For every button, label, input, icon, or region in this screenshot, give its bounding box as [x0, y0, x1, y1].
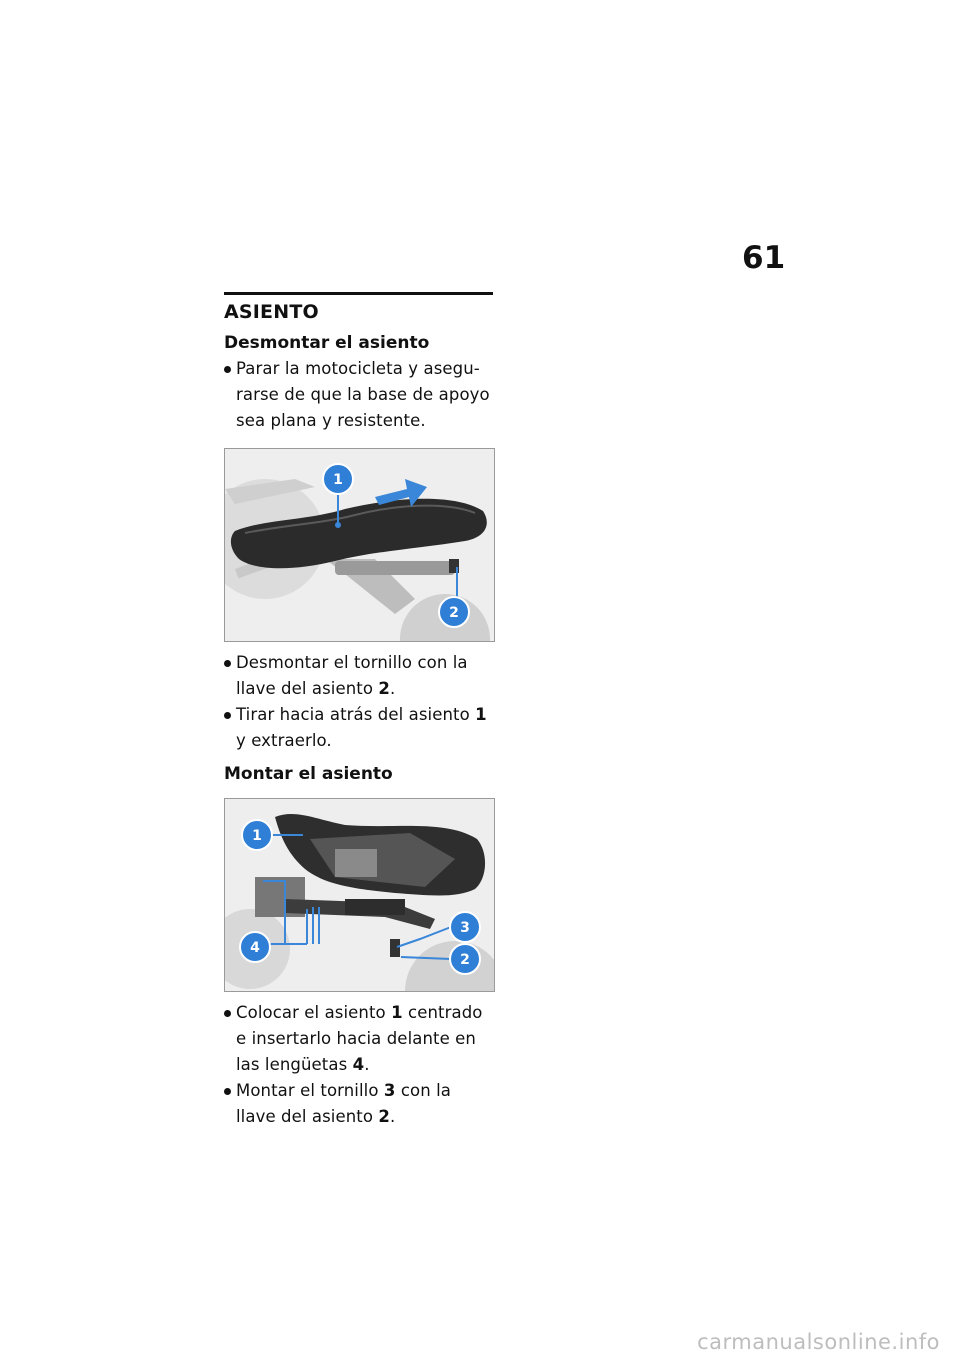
reference-number: 1: [475, 705, 487, 724]
svg-text:2: 2: [449, 605, 459, 621]
install-heading: Montar el asiento: [224, 764, 393, 784]
callout-1-icon: [242, 820, 272, 850]
remove-seat-illustration: [225, 449, 494, 641]
remove-steps-list: [224, 650, 494, 754]
remove-seat-figure: [224, 448, 495, 642]
callout-3-icon: [450, 912, 480, 942]
list-item: Parar la motocicleta y asegu-rarse de que la base de apoyo sea plana y resistente.: [224, 356, 494, 434]
page-number: 61: [742, 240, 786, 276]
callout-4-icon: [240, 932, 270, 962]
reference-number: 2: [378, 679, 390, 698]
callout-1-icon: [323, 464, 353, 494]
callout-2-icon: [439, 597, 469, 627]
reference-number: 3: [383, 1081, 396, 1100]
reference-number: 1: [391, 1003, 403, 1022]
svg-text:2: 2: [460, 952, 470, 968]
svg-text:3: 3: [460, 920, 470, 936]
reference-number: 2: [378, 1107, 390, 1126]
svg-text:1: 1: [252, 828, 262, 844]
section-title: ASIENTO: [224, 301, 319, 323]
svg-text:4: 4: [250, 940, 260, 956]
install-steps-list: [224, 1000, 494, 1130]
section-rule: [224, 292, 493, 295]
svg-text:1: 1: [333, 472, 343, 488]
install-seat-figure: [224, 798, 495, 992]
remove-intro-list: [224, 356, 494, 434]
install-seat-illustration: [225, 799, 494, 991]
watermark-footer: carmanualsonline.info: [697, 1330, 940, 1354]
list-item: Desmontar el tornillo con la llave del asiento 2.: [224, 650, 494, 702]
content-column: [224, 292, 494, 1130]
reference-number: 4: [352, 1055, 365, 1074]
remove-heading: Desmontar el asiento: [224, 333, 430, 353]
list-item: Montar el tornillo 3 con la llave del asiento 2.: [224, 1078, 494, 1130]
callout-2-icon: [450, 944, 480, 974]
list-item: Colocar el asiento 1 centrado e insertarlo hacia delante en las lengüetas 4.: [224, 1000, 494, 1078]
list-item: Tirar hacia atrás del asiento 1 y extraerlo.: [224, 702, 494, 754]
